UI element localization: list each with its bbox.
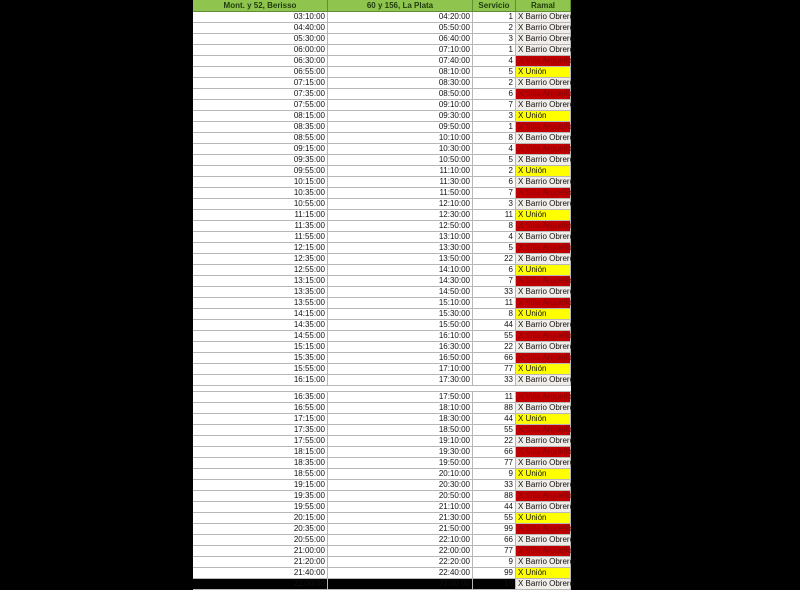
table-row: [193, 56, 571, 67]
service-number: 1: [473, 122, 516, 132]
branch-name: X Barrio Obrero: [518, 78, 575, 87]
arrival-time: 13:50:00: [328, 254, 473, 264]
table-row: [193, 491, 571, 502]
departure-time: 06:00:00: [193, 45, 328, 55]
branch-name: X Unión: [516, 568, 571, 578]
arrival-time: 06:40:00: [328, 34, 473, 44]
arrival-time: 18:30:00: [328, 414, 473, 424]
departure-time: 09:15:00: [193, 144, 328, 154]
arrival-time: 09:10:00: [328, 100, 473, 110]
branch-name: X Barrio Obrero: [518, 199, 575, 208]
departure-time: 10:55:00: [193, 199, 328, 209]
departure-time: 17:35:00: [193, 425, 328, 435]
table-row: [193, 34, 575, 45]
branch-name: X Unión: [516, 67, 571, 77]
service-number: 3: [473, 34, 516, 44]
timetable-rows-section-2: [193, 392, 575, 590]
service-number: 10: [473, 579, 516, 589]
arrival-time: 13:30:00: [328, 243, 473, 253]
table-row: [193, 133, 575, 144]
departure-time: 08:15:00: [193, 111, 328, 121]
service-number: 55: [473, 513, 516, 523]
branch-name: X Barrio Obrero: [518, 287, 575, 296]
departure-time: 20:15:00: [193, 513, 328, 523]
departure-time: 04:40:00: [193, 23, 328, 33]
service-number: 8: [473, 221, 516, 231]
service-number: 4: [473, 144, 516, 154]
service-number: 44: [473, 320, 516, 330]
branch-name: X Barrio Obrero: [518, 23, 575, 32]
departure-time: 06:55:00: [193, 67, 328, 77]
branch-name: X Villa Arguello: [518, 425, 572, 434]
departure-time: 15:15:00: [193, 342, 328, 352]
service-number: 77: [473, 458, 516, 468]
arrival-time: 10:30:00: [328, 144, 473, 154]
arrival-time: 10:10:00: [328, 133, 473, 143]
table-row: [193, 276, 571, 287]
service-number: 11: [473, 210, 516, 220]
branch-name: X Villa Arguello: [518, 298, 572, 307]
arrival-time: 15:10:00: [328, 298, 473, 308]
arrival-time: 08:10:00: [328, 67, 473, 77]
service-number: 7: [473, 188, 516, 198]
header-branch: Ramal: [516, 0, 571, 11]
arrival-time: 09:50:00: [328, 122, 473, 132]
departure-time: 13:55:00: [193, 298, 328, 308]
arrival-time: 16:10:00: [328, 331, 473, 341]
table-row: [193, 155, 575, 166]
table-row: [193, 100, 575, 111]
branch-name: X Villa Arguello: [518, 447, 572, 456]
service-number: 22: [473, 436, 516, 446]
service-number: 55: [473, 425, 516, 435]
departure-time: 21:20:00: [193, 557, 328, 567]
service-number: 66: [473, 447, 516, 457]
table-row: [193, 78, 575, 89]
service-number: 22: [473, 342, 516, 352]
arrival-time: 20:10:00: [328, 469, 473, 479]
service-number: 5: [473, 67, 516, 77]
departure-time: 19:55:00: [193, 502, 328, 512]
departure-time: 13:15:00: [193, 276, 328, 286]
arrival-time: 11:50:00: [328, 188, 473, 198]
departure-time: 18:55:00: [193, 469, 328, 479]
branch-name: X Barrio Obrero: [518, 12, 575, 21]
branch-name: X Barrio Obrero: [518, 133, 575, 142]
branch-name: X Barrio Obrero: [518, 480, 575, 489]
arrival-time: 21:30:00: [328, 513, 473, 523]
service-number: 8: [473, 133, 516, 143]
table-row: [193, 144, 571, 155]
service-number: 9: [473, 557, 516, 567]
service-number: 33: [473, 287, 516, 297]
branch-name: X Villa Arguello: [518, 392, 572, 401]
branch-name: X Barrio Obrero: [518, 342, 575, 351]
table-row: [193, 535, 575, 546]
arrival-time: 17:30:00: [328, 375, 473, 385]
arrival-time: 19:30:00: [328, 447, 473, 457]
header-destination: 60 y 156, La Plata: [328, 0, 473, 11]
table-row: [193, 414, 571, 425]
service-number: 5: [473, 155, 516, 165]
table-row: [193, 232, 575, 243]
departure-time: 22:00:00: [193, 579, 328, 589]
departure-time: 09:35:00: [193, 155, 328, 165]
table-row: [193, 425, 571, 436]
branch-name: X Barrio Obrero: [518, 557, 575, 566]
branch-name: X Villa Arguello: [518, 546, 572, 555]
arrival-time: 17:50:00: [328, 392, 473, 402]
branch-name: X Villa Arguello: [518, 243, 572, 252]
table-row: [193, 67, 571, 78]
arrival-time: 11:30:00: [328, 177, 473, 187]
departure-time: 20:55:00: [193, 535, 328, 545]
arrival-time: 15:30:00: [328, 309, 473, 319]
arrival-time: 07:40:00: [328, 56, 473, 66]
table-row: [193, 45, 575, 56]
table-row: [193, 403, 575, 414]
service-number: 33: [473, 480, 516, 490]
table-row: [193, 524, 571, 535]
departure-time: 10:15:00: [193, 177, 328, 187]
departure-time: 17:55:00: [193, 436, 328, 446]
arrival-time: 13:10:00: [328, 232, 473, 242]
table-row: [193, 243, 571, 254]
branch-name: X Unión: [516, 469, 571, 479]
arrival-time: 22:20:00: [328, 557, 473, 567]
departure-time: 16:15:00: [193, 375, 328, 385]
table-row: [193, 513, 571, 524]
arrival-time: 10:50:00: [328, 155, 473, 165]
departure-time: 03:10:00: [193, 12, 328, 22]
branch-name: X Villa Arguello: [518, 276, 572, 285]
branch-name: X Barrio Obrero: [518, 254, 575, 263]
table-row: [193, 12, 575, 23]
table-row: [193, 122, 571, 133]
service-number: 3: [473, 111, 516, 121]
table-row: [193, 89, 571, 100]
branch-name: X Unión: [516, 210, 571, 220]
branch-name: X Barrio Obrero: [518, 458, 575, 467]
table-row: [193, 546, 571, 557]
departure-time: 05:30:00: [193, 34, 328, 44]
service-number: 44: [473, 414, 516, 424]
timetable-sheet: [193, 0, 575, 588]
service-number: 99: [473, 568, 516, 578]
branch-name: X Barrio Obrero: [518, 535, 575, 544]
table-row: [193, 320, 575, 331]
branch-name: X Barrio Obrero: [518, 436, 575, 445]
branch-name: X Villa Arguello: [518, 491, 572, 500]
table-row: [193, 188, 571, 199]
arrival-time: 20:30:00: [328, 480, 473, 490]
departure-time: 16:35:00: [193, 392, 328, 402]
table-row: [193, 111, 571, 122]
arrival-time: 14:30:00: [328, 276, 473, 286]
departure-time: 09:55:00: [193, 166, 328, 176]
branch-name: X Unión: [516, 513, 571, 523]
service-number: 11: [473, 392, 516, 402]
branch-name: X Barrio Obrero: [518, 375, 575, 384]
table-row: [193, 480, 575, 491]
arrival-time: 22:40:00: [328, 568, 473, 578]
service-number: 66: [473, 535, 516, 545]
table-row: [193, 364, 571, 375]
departure-time: 11:55:00: [193, 232, 328, 242]
table-row: [193, 166, 571, 177]
arrival-time: 12:50:00: [328, 221, 473, 231]
service-number: 6: [473, 177, 516, 187]
departure-time: 07:35:00: [193, 89, 328, 99]
branch-name: X Barrio Obrero: [518, 579, 575, 588]
arrival-time: 14:50:00: [328, 287, 473, 297]
arrival-time: 12:10:00: [328, 199, 473, 209]
table-row: [193, 309, 571, 320]
table-row: [193, 210, 571, 221]
service-number: 77: [473, 546, 516, 556]
service-number: 44: [473, 502, 516, 512]
branch-name: X Villa Arguello: [518, 89, 572, 98]
service-number: 99: [473, 524, 516, 534]
arrival-time: 15:50:00: [328, 320, 473, 330]
table-row: [193, 199, 575, 210]
departure-time: 15:55:00: [193, 364, 328, 374]
branch-name: X Villa Arguello: [518, 122, 572, 131]
departure-time: 19:15:00: [193, 480, 328, 490]
branch-name: X Villa Arguello: [518, 221, 572, 230]
departure-time: 18:35:00: [193, 458, 328, 468]
table-row: [193, 458, 575, 469]
departure-time: 12:35:00: [193, 254, 328, 264]
arrival-time: 08:30:00: [328, 78, 473, 88]
arrival-time: 19:10:00: [328, 436, 473, 446]
departure-time: 15:35:00: [193, 353, 328, 363]
arrival-time: 18:50:00: [328, 425, 473, 435]
branch-name: X Villa Arguello: [518, 353, 572, 362]
service-number: 4: [473, 56, 516, 66]
table-row: [193, 287, 575, 298]
branch-name: X Villa Arguello: [518, 56, 572, 65]
service-number: 2: [473, 23, 516, 33]
service-number: 33: [473, 375, 516, 385]
service-number: 6: [473, 265, 516, 275]
service-number: 88: [473, 491, 516, 501]
service-number: 88: [473, 403, 516, 413]
service-number: 3: [473, 199, 516, 209]
arrival-time: 20:50:00: [328, 491, 473, 501]
header-service: Servicio: [473, 0, 516, 11]
branch-name: X Villa Arguello: [518, 524, 572, 533]
service-number: 22: [473, 254, 516, 264]
departure-time: 14:55:00: [193, 331, 328, 341]
departure-time: 13:35:00: [193, 287, 328, 297]
departure-time: 06:30:00: [193, 56, 328, 66]
table-row: [193, 331, 571, 342]
departure-time: 11:15:00: [193, 210, 328, 220]
departure-time: 12:55:00: [193, 265, 328, 275]
arrival-time: 07:10:00: [328, 45, 473, 55]
departure-time: 14:35:00: [193, 320, 328, 330]
table-row: [193, 469, 571, 480]
branch-name: X Barrio Obrero: [518, 34, 575, 43]
header-origin: Mont. y 52, Berisso: [193, 0, 328, 11]
arrival-time: 17:10:00: [328, 364, 473, 374]
departure-time: 21:00:00: [193, 546, 328, 556]
branch-name: X Unión: [516, 309, 571, 319]
arrival-time: 14:10:00: [328, 265, 473, 275]
departure-time: 08:35:00: [193, 122, 328, 132]
arrival-time: 09:30:00: [328, 111, 473, 121]
departure-time: 14:15:00: [193, 309, 328, 319]
table-row: [193, 557, 575, 568]
service-number: 4: [473, 232, 516, 242]
branch-name: X Barrio Obrero: [518, 232, 575, 241]
branch-name: X Barrio Obrero: [518, 502, 575, 511]
service-number: 8: [473, 309, 516, 319]
service-number: 1: [473, 45, 516, 55]
branch-name: X Villa Arguello: [518, 188, 572, 197]
departure-time: 10:35:00: [193, 188, 328, 198]
arrival-time: 22:10:00: [328, 535, 473, 545]
service-number: 55: [473, 331, 516, 341]
table-row: [193, 221, 571, 232]
arrival-time: 12:30:00: [328, 210, 473, 220]
departure-time: 21:40:00: [193, 568, 328, 578]
arrival-time: 23:00:00: [328, 579, 473, 589]
table-row: [193, 342, 575, 353]
table-row: [193, 23, 575, 34]
service-number: 1: [473, 12, 516, 22]
branch-name: X Unión: [516, 414, 571, 424]
branch-name: X Barrio Obrero: [518, 403, 575, 412]
arrival-time: 21:50:00: [328, 524, 473, 534]
table-row: [193, 265, 571, 276]
departure-time: 20:35:00: [193, 524, 328, 534]
branch-name: X Unión: [516, 265, 571, 275]
service-number: 2: [473, 78, 516, 88]
service-number: 5: [473, 243, 516, 253]
table-row: [193, 502, 575, 513]
branch-name: X Unión: [516, 364, 571, 374]
branch-name: X Barrio Obrero: [518, 100, 575, 109]
arrival-time: 19:50:00: [328, 458, 473, 468]
branch-name: X Villa Arguello: [518, 331, 572, 340]
arrival-time: 11:10:00: [328, 166, 473, 176]
table-row: [193, 447, 571, 458]
table-row: [193, 298, 571, 309]
service-number: 6: [473, 89, 516, 99]
departure-time: 11:35:00: [193, 221, 328, 231]
departure-time: 12:15:00: [193, 243, 328, 253]
table-row: [193, 568, 571, 579]
table-row: [193, 177, 575, 188]
timetable-rows-section-1: [193, 12, 575, 386]
branch-name: X Barrio Obrero: [518, 177, 575, 186]
arrival-time: 18:10:00: [328, 403, 473, 413]
arrival-time: 16:30:00: [328, 342, 473, 352]
service-number: 66: [473, 353, 516, 363]
branch-name: X Barrio Obrero: [518, 155, 575, 164]
departure-time: 19:35:00: [193, 491, 328, 501]
service-number: 7: [473, 276, 516, 286]
table-row: [193, 579, 575, 590]
service-number: 7: [473, 100, 516, 110]
branch-name: X Unión: [516, 111, 571, 121]
service-number: 11: [473, 298, 516, 308]
arrival-time: 04:20:00: [328, 12, 473, 22]
table-row: [193, 436, 575, 447]
arrival-time: 08:50:00: [328, 89, 473, 99]
table-row: [193, 254, 575, 265]
arrival-time: 21:10:00: [328, 502, 473, 512]
departure-time: 16:55:00: [193, 403, 328, 413]
service-number: 2: [473, 166, 516, 176]
departure-time: 07:55:00: [193, 100, 328, 110]
table-row: [193, 353, 571, 364]
branch-name: X Villa Arguello: [518, 144, 572, 153]
departure-time: 17:15:00: [193, 414, 328, 424]
service-number: 9: [473, 469, 516, 479]
arrival-time: 16:50:00: [328, 353, 473, 363]
branch-name: X Unión: [516, 166, 571, 176]
table-row: [193, 375, 575, 386]
arrival-time: 05:50:00: [328, 23, 473, 33]
service-number: 77: [473, 364, 516, 374]
arrival-time: 22:00:00: [328, 546, 473, 556]
branch-name: X Barrio Obrero: [518, 320, 575, 329]
table-header: [193, 0, 571, 12]
departure-time: 07:15:00: [193, 78, 328, 88]
departure-time: 18:15:00: [193, 447, 328, 457]
branch-name: X Barrio Obrero: [518, 45, 575, 54]
table-row: [193, 392, 571, 403]
departure-time: 08:55:00: [193, 133, 328, 143]
